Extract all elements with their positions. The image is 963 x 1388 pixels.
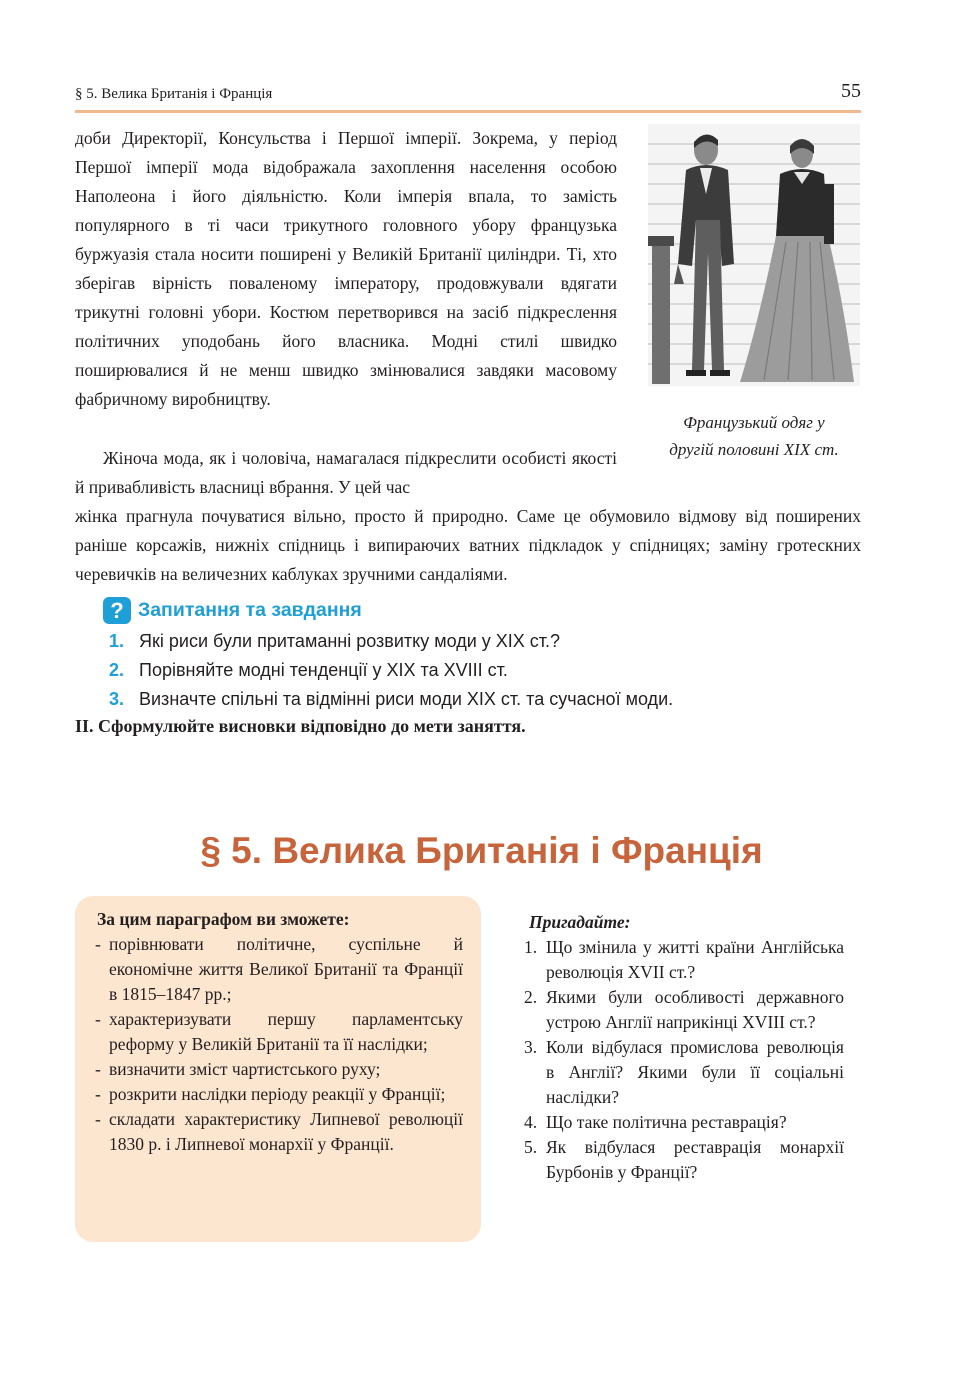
question-mark-icon: ?: [103, 597, 131, 624]
running-header: [75, 80, 861, 110]
questions-list: [109, 631, 829, 718]
figure-caption-line-2: другій половині XIX ст.: [669, 440, 839, 459]
goal-item: - розкрити наслідки періоду реакції у Франції;: [95, 1084, 446, 1104]
question-number: 2.: [109, 660, 125, 680]
recall-text: Якими були особливості державного устрою Англії наприкінці XVIII ст.?: [546, 987, 844, 1032]
recall-number: 2.: [524, 987, 538, 1007]
page-number: 55: [841, 80, 861, 102]
goal-item: - порівнювати політичне, суспільне й економічне життя Великої Британії та Франції в 1815–1847 рр.;: [95, 934, 463, 1004]
section-title: § 5. Велика Британія і Франція: [200, 830, 763, 871]
recall-item: [524, 1135, 844, 1185]
questions-heading: Запитання та завдання: [138, 599, 362, 621]
goals-heading: За цим параграфом ви зможете:: [97, 909, 350, 929]
figure-caption: [636, 409, 872, 463]
recall-text: Що змінила у житті країни Англійська революція XVII ст.?: [546, 937, 844, 982]
body-paragraph-2-start: Жіноча мода, як і чоловіча, намагалася підкреслити особисті якості й привабливість власниці вбрання. У цей час: [75, 448, 617, 497]
fashion-engraving-image: [648, 124, 860, 386]
body-paragraph-1: доби Директорії, Консульства і Першої імперії. Зокрема, у період Першої імперії мода відображала захоплення населення особою Наполеона і його діяльністю. Коли імперія впала, то замість популярного в ті часи трикутного головного убору французька буржуазія стала носити поширені у Великій Британії циліндри. Ті, хто зберігав вірність поваленому імператору, продовжували вдягати трикутні головні убори. Костюм перетворився на засіб підкреслення політичних уподобань його власника. Модні стилі швидко поширювалися й не менш швидко змінювалися завдяки масовому фабричному виробництву.: [75, 128, 617, 409]
body-paragraph-2-continued: жінка прагнула почуватися вільно, просто й природно. Саме це обумовило відмову від поширених раніше корсажів, нижніх спідниць і випираючих ватних підкладок у спідницях; заміну гротескних черевичків на величезних каблуках зручними сандаліями.: [75, 506, 861, 584]
learning-goals-box: [75, 896, 481, 1242]
question-number: 3.: [109, 689, 125, 709]
recall-heading: Пригадайте:: [529, 912, 631, 932]
header-rule: [75, 110, 861, 113]
running-header-title: § 5. Велика Британія і Франція: [75, 86, 273, 102]
goal-text: розкрити наслідки періоду реакції у Франції;: [109, 1084, 446, 1104]
goal-text: складати характеристику Липневої революції 1830 р. і Липневої монархії у Франції.: [109, 1109, 463, 1154]
question-text: Які риси були притаманні розвитку моди у XIX ст.?: [139, 631, 561, 651]
recall-text: Коли відбулася промислова революція в Англії? Якими були її соціальні наслідки?: [546, 1037, 844, 1107]
recall-item: [524, 935, 844, 985]
goal-text: визначити зміст чартистського руху;: [109, 1059, 381, 1079]
conclusion-task: II. Сформулюйте висновки відповідно до мети заняття.: [75, 716, 526, 736]
question-item: [109, 689, 829, 718]
recall-item: [524, 1035, 844, 1110]
recall-text: Що таке політична реставрація?: [546, 1112, 787, 1132]
recall-number: 1.: [524, 937, 538, 957]
recall-text: Як відбулася реставрація монархії Бурбонів у Франції?: [546, 1137, 844, 1182]
recall-number: 4.: [524, 1112, 538, 1132]
goal-text: порівнювати політичне, суспільне й економічне життя Великої Британії та Франції в 1815–1847 рр.;: [109, 934, 463, 1004]
recall-section: [524, 910, 844, 1185]
recall-number: 5.: [524, 1137, 538, 1157]
question-item: [109, 631, 829, 660]
question-number: 1.: [109, 631, 125, 651]
recall-item: [524, 1110, 844, 1135]
recall-item: [524, 985, 844, 1035]
figure-caption-line-1: Французький одяг у: [683, 413, 825, 432]
question-text: Порівняйте модні тенденції у XIX та XVIII ст.: [139, 660, 508, 680]
goal-item: - визначити зміст чартистського руху;: [95, 1059, 381, 1079]
fashion-illustration: [648, 124, 860, 386]
question-item: [109, 660, 829, 689]
goals-list: [95, 932, 463, 1157]
question-text: Визначте спільні та відмінні риси моди XIX ст. та сучасної моди.: [139, 689, 674, 709]
recall-number: 3.: [524, 1037, 538, 1057]
goal-item: - складати характеристику Липневої революції 1830 р. і Липневої монархії у Франції.: [95, 1109, 463, 1154]
goal-item: - характеризувати першу парламентську реформу у Великій Британії та її наслідки;: [95, 1009, 463, 1054]
goal-text: характеризувати першу парламентську реформу у Великій Британії та її наслідки;: [109, 1009, 463, 1054]
